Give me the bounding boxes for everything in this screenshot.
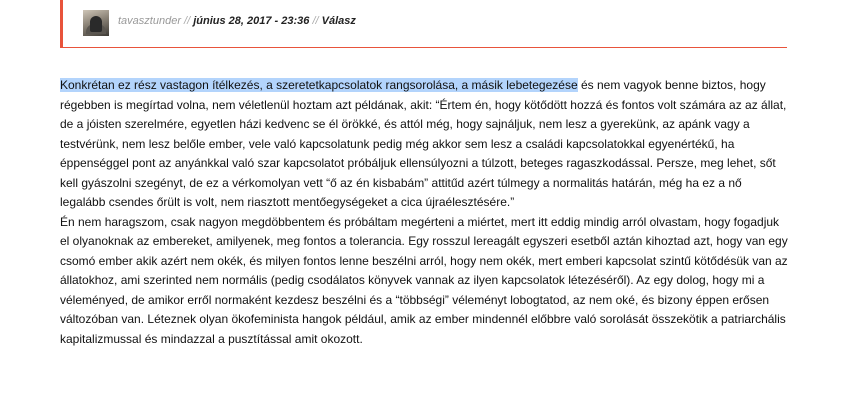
meta-separator: //: [312, 15, 319, 27]
meta-separator: //: [184, 15, 191, 27]
avatar-figure: [90, 16, 102, 32]
comment-body: [60, 76, 790, 349]
selected-text: Konkrétan ez rész vastagon ítélkezés, a szeretetkapcsolatok rangsorolása, a másik lebetegezése: [60, 78, 578, 92]
comment-header: [60, 0, 787, 48]
comment-date[interactable]: június 28, 2017 - 23:36: [193, 15, 310, 27]
avatar[interactable]: [83, 10, 109, 36]
paragraph-text: és nem vagyok benne biztos, hogy régebben is megírtad volna, nem véletlenül hoztam azt példának, akit: “Értem én, hogy kötődött hozzá és fontos volt számára az az állat, de a jóisten szerelmére, egyetlen házi kedvenc se él örökké, és attól még, hogy sajnáljuk, nem lesz a gyerekünk, az apánk vagy a testvérünk, nem lesz belőle ember, vele való kapcsolatunk pedig még akkor sem lesz a családi kapcsolatokkal egyenértékű, ha éppenséggel pont az anyánkkal való szar kapcsolatot próbáljuk ellensúlyozni a túlzott, beteges ragaszkodással. Persze, meg lehet, sőt kell gyászolni szegényt, de ez a vérkomolyan vett “ő az én kisbabám” attitűd azért túlmegy a normalitás határán, még ha ez a nő legalább csendes őrült is volt, nem riasztott mentőegységeket a cica újraélesztésére.”: [60, 78, 787, 209]
comment-paragraph: [60, 76, 790, 213]
comment-author[interactable]: tavasztunder: [118, 15, 181, 27]
comment-paragraph: Én nem haragszom, csak nagyon megdöbbentem és próbáltam megérteni a miértet, mert itt eddig mindig arról olvastam, hogy fogadjuk el olyanoknak az embereket, amilyenek, meg fontos a tolerancia. Egy rosszul lereagált egyszeri esetből aztán kihoztad azt, hogy van egy csomó ember akik azért nem okék, és milyen fontos lenne beszélni arról, hogy nem okék, mert emberi kapcsolat szintű kötődésük van az állatokhoz, ami szerinted nem normális (pedig csodálatos könyvek vannak az ilyen kapcsolatok létezéséről). Az egy dolog, hogy mi a véleményed, de amikor erről normaként kezdesz beszélni és a “többségi” véleményt lobogtatod, az nem oké, és bizony éppen erősen változóban van. Léteznek olyan ökofeminista hangok például, amik az ember mindennél előbbre való sorolását összekötik a patriarchális kapitalizmussal és mindazzal a pusztítással amit okozott.: [60, 214, 788, 346]
comment-meta: [118, 15, 356, 27]
reply-link[interactable]: Válasz: [321, 15, 356, 27]
